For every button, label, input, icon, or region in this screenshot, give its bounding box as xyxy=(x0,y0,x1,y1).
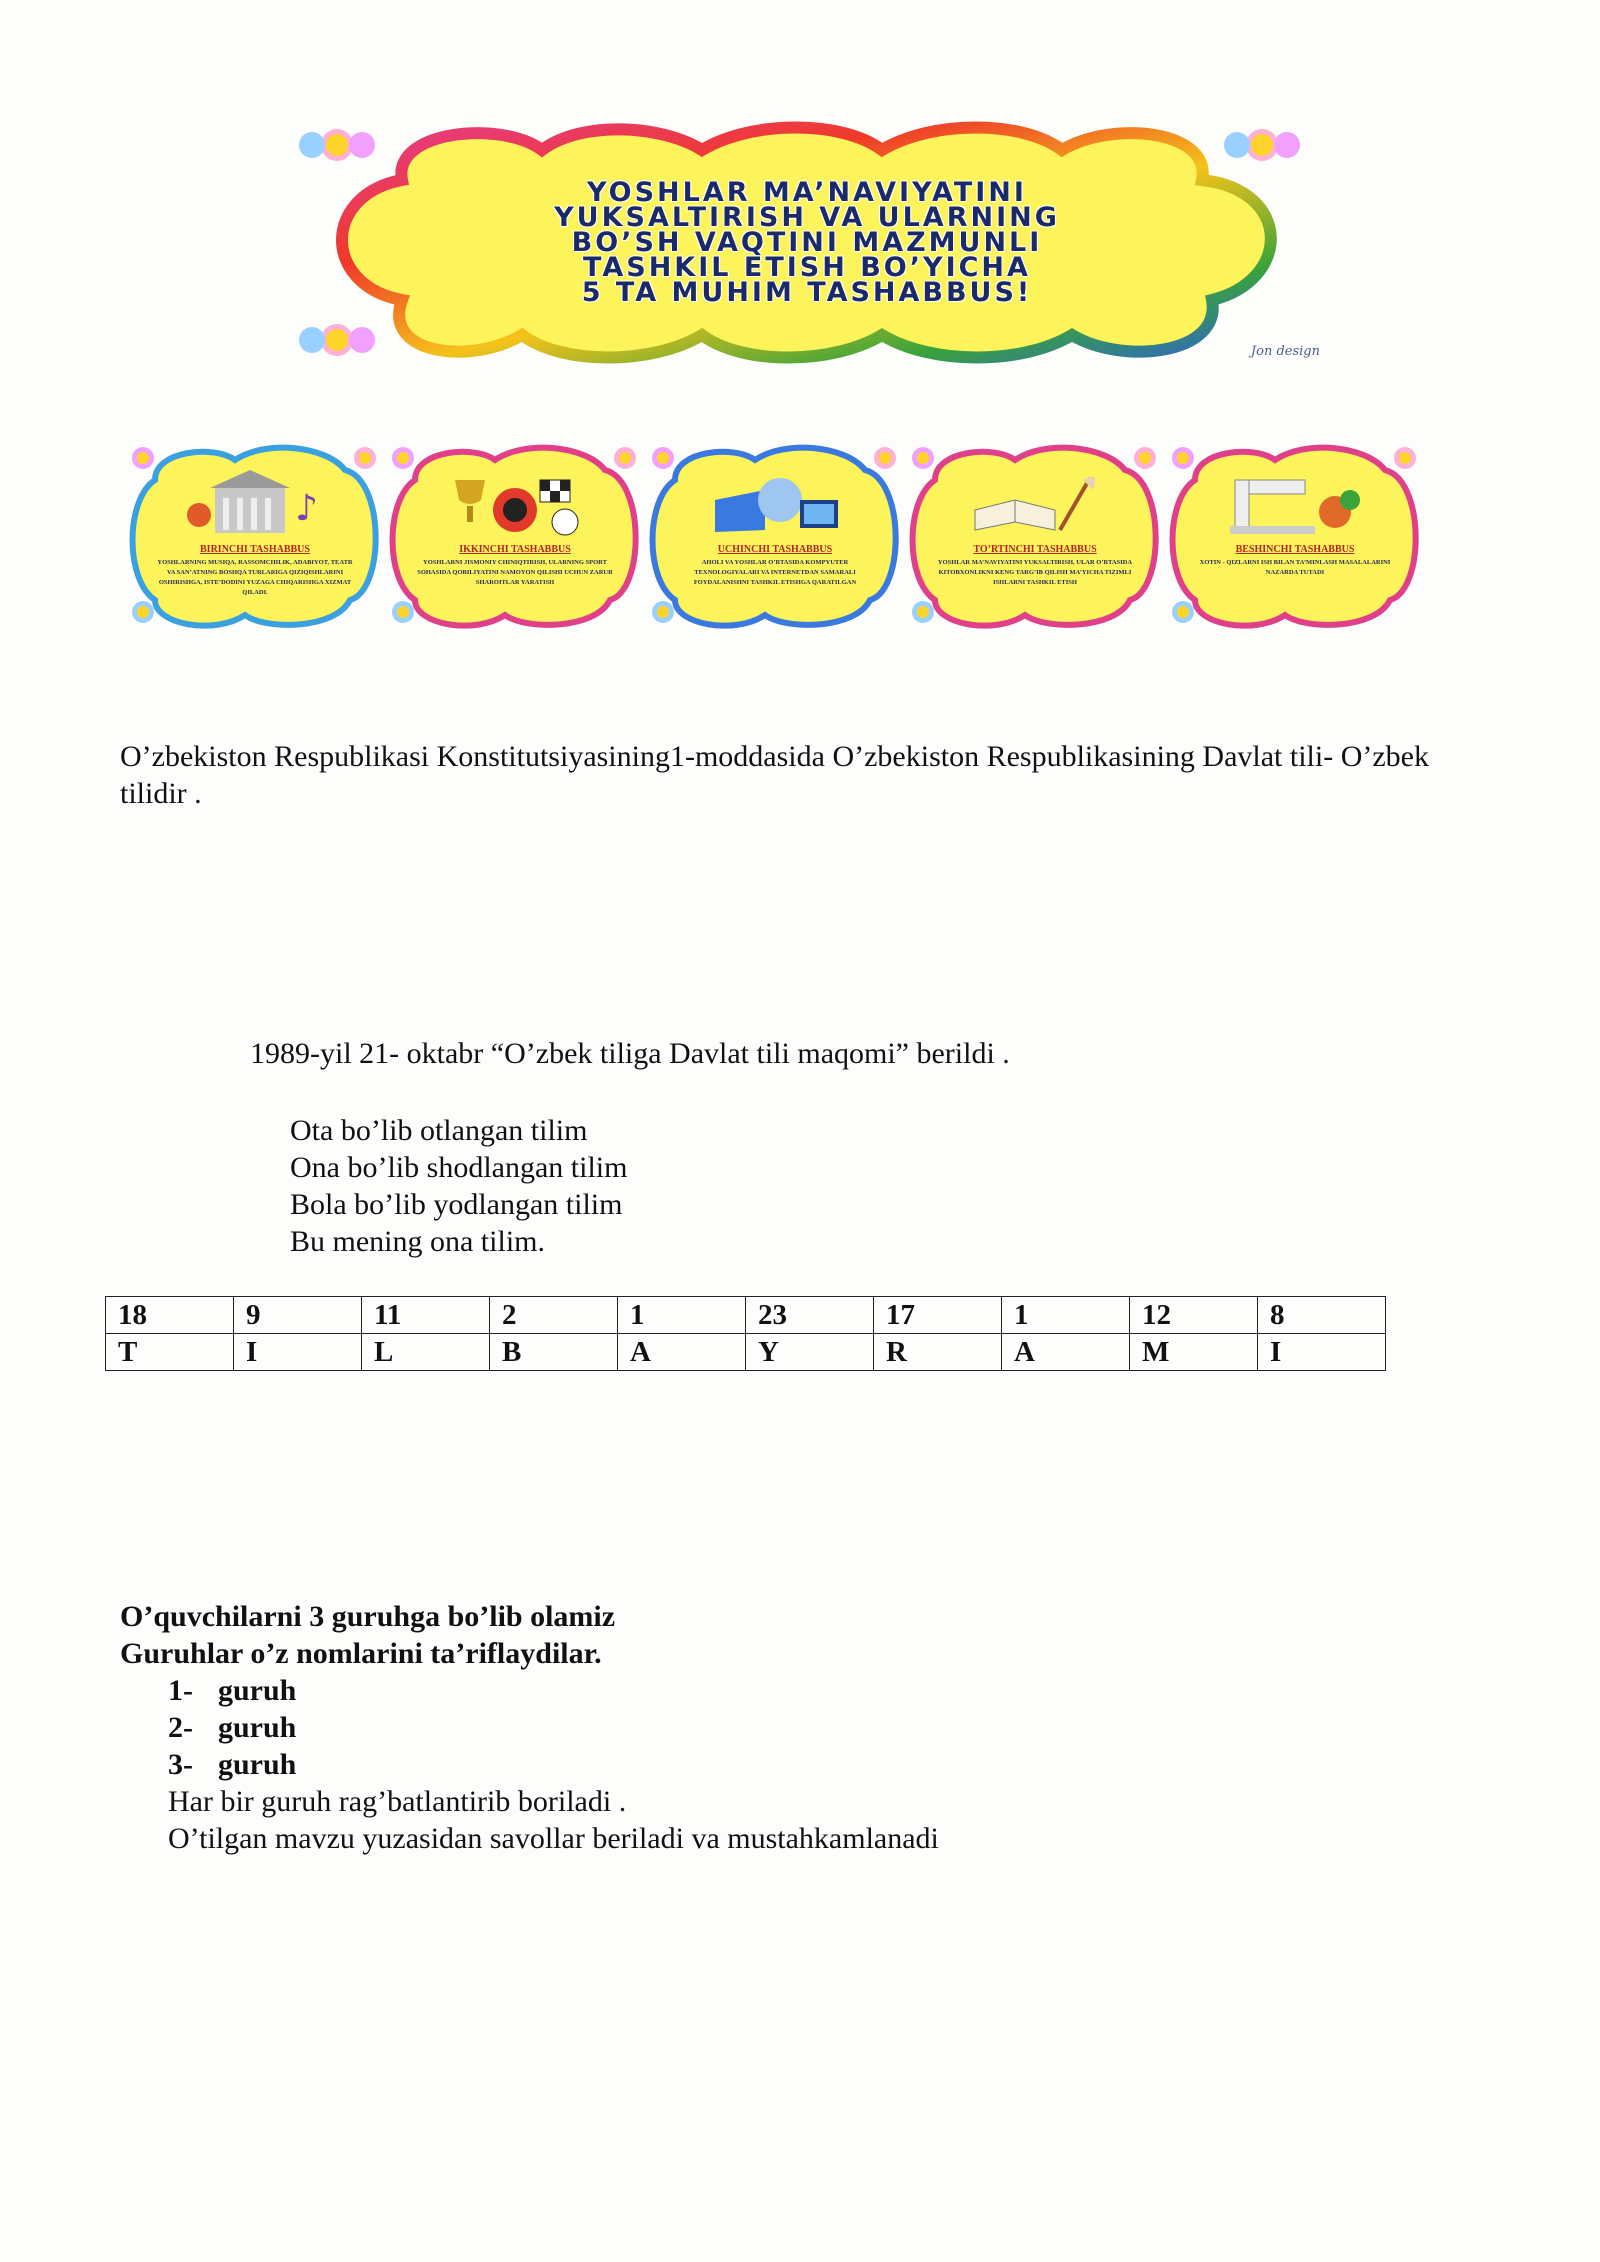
group-label: guruh xyxy=(218,1748,297,1781)
initiative-description: YOSHLARNING MUSIQA, RASSOMCHILIK, ADABIYOT, TEATR VA SAN’ATNING BOSHQA TURLARIGA QIZIQISHLARINI OSHIRISHGA, ISTE’DODINI YUZAGA CHIQARISHGA XIZMAT QILADI. xyxy=(157,559,353,596)
letters-row xyxy=(106,1334,1386,1371)
letter-cell: I xyxy=(234,1334,362,1371)
initiative-title: TO’RTINCHI TASHABBUS xyxy=(973,544,1097,555)
group-number: 2- xyxy=(168,1711,193,1744)
svg-text:♪: ♪ xyxy=(295,488,318,529)
poem xyxy=(290,1112,627,1260)
group-number: 1- xyxy=(168,1674,193,1707)
number-cell: 9 xyxy=(234,1297,362,1334)
initiative-description: YOSHLARNI JISMONIY CHINIQTIRISH, ULARNING SPORT SOHASIDA QOBILIYATINI NAMOYON QILISHI UCHUN ZARUR SHAROITLAR YARATISH xyxy=(417,559,613,586)
group-label: guruh xyxy=(218,1711,297,1744)
banner-title: YOSHLAR MA’NAVIYATINI YUKSALTIRISH VA ULARNING BO’SH VAQTINI MAZMUNLI TASHKIL ETISH BO’YICHA 5 TA MUHIM TASHABBUS! xyxy=(554,177,1060,308)
title-banner xyxy=(282,120,1332,365)
theater-music-icon xyxy=(185,470,325,538)
groups-intro: O’quvchilarni 3 guruhga bo’lib olamiz xyxy=(120,1600,616,1633)
poem-line: Ota bo’lib otlangan tilim xyxy=(290,1114,588,1147)
number-cell: 11 xyxy=(362,1297,490,1334)
initiative-card xyxy=(905,440,1165,630)
date-paragraph: 1989-yil 21- oktabr “O’zbek tiliga Davlat tili maqomi” berildi . xyxy=(250,1037,1010,1070)
letter-cell: L xyxy=(362,1334,490,1371)
groups-intro-2: Guruhlar o’z nomlarini ta’riflaydilar. xyxy=(120,1637,602,1670)
number-cell: 23 xyxy=(746,1297,874,1334)
initiative-description: AHOLI VA YOSHLAR O’RTASIDA KOMPYUTER TEXNOLOGIYALARI VA INTERNETDAN SAMARALI FOYDALANISHNI TASHKIL ETISHGA QARATILGAN xyxy=(693,559,857,586)
initiative-title: UCHINCHI TASHABBUS xyxy=(717,544,833,555)
initiative-card xyxy=(125,440,385,630)
letter-cell: B xyxy=(490,1334,618,1371)
number-cell: 12 xyxy=(1130,1297,1258,1334)
poem-line: Bola bo’lib yodlangan tilim xyxy=(290,1188,623,1221)
group-item xyxy=(168,1672,296,1709)
letter-cell: M xyxy=(1130,1334,1258,1371)
initiative-card xyxy=(1165,440,1425,630)
numbers-row xyxy=(106,1297,1386,1334)
number-cell: 1 xyxy=(1002,1297,1130,1334)
letter-cell: T xyxy=(106,1334,234,1371)
number-cell: 1 xyxy=(618,1297,746,1334)
constitution-paragraph: O’zbekiston Respublikasi Konstitutsiyasining1-moddasida O’zbekiston Respublikasining Davlat tili- O’zbek tilidir . xyxy=(120,740,1429,810)
initiative-title: IKKINCHI TASHABBUS xyxy=(459,544,571,555)
group-item xyxy=(168,1709,296,1746)
initiative-card xyxy=(385,440,645,630)
letter-cell: I xyxy=(1258,1334,1386,1371)
letter-code-table xyxy=(105,1296,1386,1371)
group-item xyxy=(168,1746,296,1783)
poem-line: Ona bo’lib shodlangan tilim xyxy=(290,1151,628,1184)
book-icon xyxy=(965,470,1105,538)
groups-note: Har bir guruh rag’batlantirib boriladi . xyxy=(168,1785,627,1818)
initiatives-row xyxy=(125,440,1425,635)
computer-icon xyxy=(705,470,845,538)
number-cell: 18 xyxy=(106,1297,234,1334)
letter-cell: A xyxy=(618,1334,746,1371)
group-label: guruh xyxy=(218,1674,297,1707)
initiative-description: YOSHLAR MA’NAVIYATINI YUKSALTIRISH, ULAR O’RTASIDA KITOBXONLIKNI KENG TARG’IB QILISH MA’YICHA TIZIMLI ISHLARNI TASHKIL ETISH xyxy=(937,559,1133,586)
letter-cell: R xyxy=(874,1334,1002,1371)
flower-icon xyxy=(299,324,375,356)
designer-credit: Jon design xyxy=(1250,344,1320,359)
sports-icon xyxy=(445,470,585,538)
number-cell: 2 xyxy=(490,1297,618,1334)
number-cell: 8 xyxy=(1258,1297,1386,1334)
number-cell: 17 xyxy=(874,1297,1002,1334)
flower-icon xyxy=(1224,129,1300,161)
initiative-description: XOTIN - QIZLARNI ISH BILAN TA’MINLASH MASALALARINI NAZARDA TUTADI xyxy=(1199,559,1391,576)
initiative-card xyxy=(645,440,905,630)
groups-list xyxy=(168,1672,296,1783)
initiative-title: BIRINCHI TASHABBUS xyxy=(200,544,310,555)
poem-line: Bu mening ona tilim. xyxy=(290,1225,545,1258)
letter-cell: A xyxy=(1002,1334,1130,1371)
initiative-title: BESHINCHI TASHABBUS xyxy=(1235,544,1355,555)
sewing-machine-icon xyxy=(1225,470,1365,538)
flower-icon xyxy=(299,129,375,161)
group-number: 3- xyxy=(168,1748,193,1781)
letter-cell: Y xyxy=(746,1334,874,1371)
groups-note: O’tilgan mavzu yuzasidan savollar beriladi va mustahkamlanadi xyxy=(168,1822,939,1855)
